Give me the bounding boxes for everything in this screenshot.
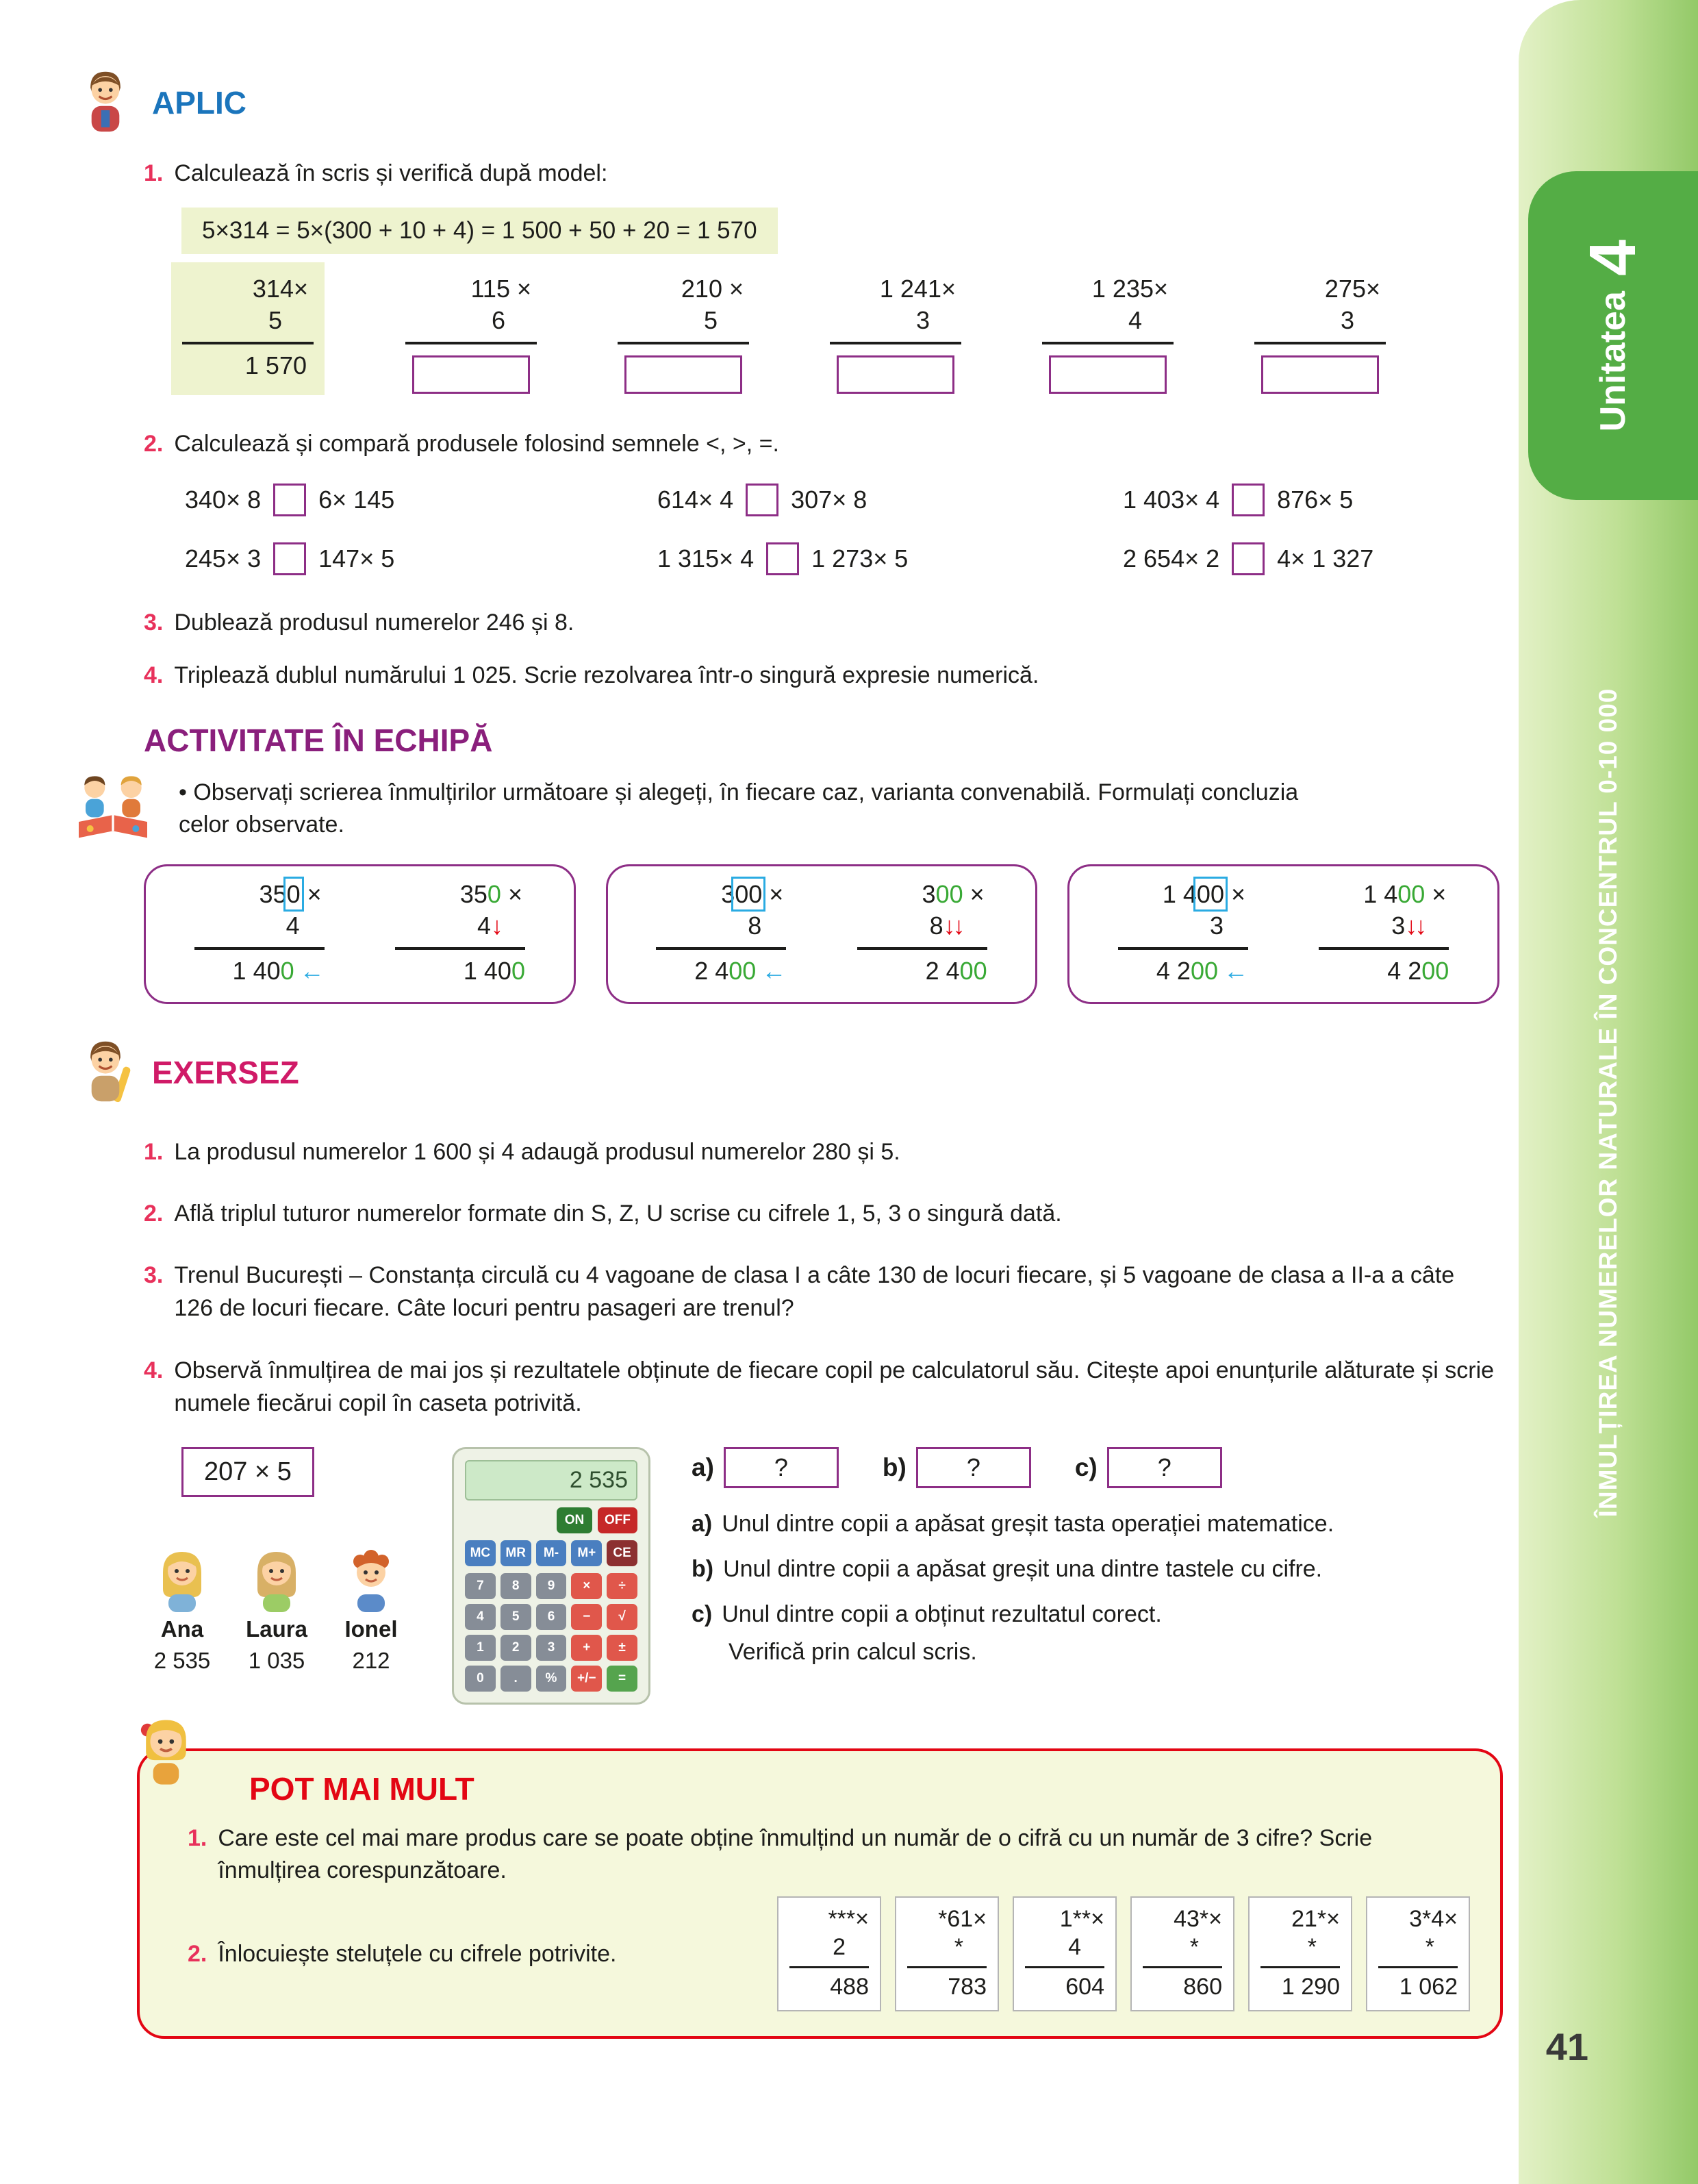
star-problem (1248, 1896, 1352, 2011)
star-problem (1013, 1896, 1117, 2011)
aplic-exercise-4 (144, 660, 1499, 692)
activity-box (606, 864, 1038, 1004)
exercise-text: Trenul București – Constanța circulă cu 4 vagoane de clasa I a câte 130 de locuri fiecare, și 5 vagoane de clasa a II-a a câte 126 de locuri fiecare. Câte locuri pentru pasageri are trenul? (174, 1262, 1455, 1322)
team-kids-icon (72, 771, 161, 845)
multiplication-problem (405, 275, 537, 394)
pm-exercise-1 (188, 1822, 1470, 1887)
operand-bottom: 3 (830, 303, 961, 344)
kid-laura (238, 1545, 315, 1674)
expression-right: 1 273× 5 (811, 544, 909, 573)
operand-top: 350 × (259, 879, 322, 908)
calc-key: 3 (536, 1635, 567, 1661)
comparison-grid (185, 484, 1499, 575)
multiplication-problem (1042, 275, 1174, 394)
multiplication-problem-solved (171, 262, 325, 395)
slot-input-box[interactable]: ? (1107, 1447, 1222, 1488)
slot-input-box[interactable]: ? (724, 1447, 839, 1488)
red-down-arrows-icon: ↓↓ (1405, 911, 1425, 940)
result-value: 2 400 (925, 956, 987, 985)
red-down-arrows-icon: ↓ (490, 911, 500, 940)
kid-ana (144, 1545, 220, 1674)
operand-bottom: * (1143, 1933, 1222, 1968)
result-value: 4 200 (1387, 956, 1449, 985)
calc-key: MR (500, 1540, 531, 1566)
result-value: 604 (1065, 1974, 1104, 2000)
activity-boxes (144, 864, 1499, 1004)
slot-input-box[interactable]: ? (916, 1447, 1031, 1488)
comparison-item (1123, 484, 1499, 516)
operand-bottom: * (1260, 1933, 1340, 1968)
multiplication-problem (618, 275, 749, 394)
column-multiplications (171, 275, 1499, 395)
laura-avatar (238, 1545, 315, 1614)
aplic-exercise-3 (144, 607, 1499, 639)
calc-key: × (571, 1573, 602, 1599)
kid-result: 2 535 (153, 1648, 211, 1674)
exercise-text: La produsul numerelor 1 600 și 4 adaugă produsul numerelor 280 și 5. (174, 1138, 900, 1165)
expression-right: 876× 5 (1277, 485, 1354, 514)
answer-slot-c (1075, 1447, 1222, 1488)
calculator-display: 2 535 (465, 1460, 637, 1501)
expression-left: 1 403× 4 (1123, 485, 1220, 514)
star-problems (777, 1896, 1470, 2011)
calc-key: 2 (500, 1635, 531, 1661)
operand-top: 3*4× (1409, 1906, 1458, 1933)
exercise-number: 3. (144, 609, 164, 636)
operand-bottom: 8 (656, 909, 786, 950)
calc-key: . (500, 1666, 531, 1692)
operand-bottom: 5 (618, 303, 749, 344)
result-value: 860 (1183, 1974, 1222, 2000)
exercise-text: Dublează produsul numerelor 246 și 8. (174, 609, 574, 636)
calc-key: − (571, 1604, 602, 1630)
multiplication-problem (1254, 275, 1386, 394)
result-value: 1 062 (1399, 1974, 1458, 2000)
page-number: 41 (1545, 2025, 1588, 2068)
operand-top: 43*× (1174, 1906, 1222, 1933)
operand-bottom: 4 (1025, 1933, 1104, 1968)
result-value: 1 290 (1281, 1974, 1340, 2000)
ionel-avatar (333, 1545, 409, 1614)
result-value: 488 (830, 1974, 869, 2000)
exercise-text: Observă înmulțirea de mai jos și rezultatele obținute de fiecare copil pe calculatorul său. Citește apoi enunțurile alăturate și scrie numele fiecărui copil în caseta potrivită. (174, 1357, 1495, 1416)
calc-key: ± (607, 1635, 637, 1661)
exercise-number: 2. (144, 1200, 164, 1227)
comparison-answer-box[interactable] (766, 542, 799, 575)
operand-bottom: * (907, 1933, 987, 1968)
exercise-text: Află triplul tuturor numerelor formate din S, Z, U scrise cu cifrele 1, 5, 3 o singură dată. (174, 1200, 1062, 1227)
slot-label: c) (1074, 1453, 1098, 1482)
operand-bottom: 3 (1254, 303, 1386, 344)
calc-key: 8 (500, 1573, 531, 1599)
variant-plain (194, 880, 325, 986)
answer-box[interactable] (1049, 355, 1167, 394)
operand-bottom: 4 (1042, 303, 1174, 344)
exercise-text: Care este cel mai mare produs care se poate obține înmulțind un număr de o cifră cu un număr de 3 cifre? Scrie înmulțirea corespunzătoare. (218, 1825, 1373, 1884)
operand-top: 1 400 × (1162, 879, 1245, 908)
highlighted-zeros: 0 (487, 879, 501, 908)
operand-top: 275× (1324, 274, 1380, 303)
operand-top: 1**× (1059, 1906, 1104, 1933)
kid-name: Ionel (344, 1616, 398, 1642)
highlighted-zeros: 00 (1397, 879, 1425, 908)
slot-label: a) (692, 1453, 714, 1482)
activity-instructions: • Observați scrierea înmulțirilor următoare și alegeți, în fiecare caz, varianta convenabilă. Formulați concluzia celor observate. (179, 779, 1299, 838)
verify-note: Verifică prin calcul scris. (728, 1638, 977, 1665)
kid-result: 212 (352, 1648, 390, 1674)
operand-bottom: 3↓↓ (1319, 909, 1449, 950)
statement-a: a) Unul dintre copii a apăsat greșit tasta operației matematice. (692, 1511, 1334, 1537)
highlighted-zeros: 00 (735, 879, 763, 908)
multiplication-to-check: 207 × 5 (181, 1447, 314, 1497)
name-answer-slots (692, 1447, 1499, 1488)
calc-key: √ (607, 1604, 637, 1630)
result-value: 4 200 ← (1156, 956, 1248, 985)
variant-plain (656, 880, 786, 986)
exercise-number: 4. (144, 662, 164, 688)
exercise-number: 2. (144, 430, 164, 457)
calc-key: 1 (465, 1635, 496, 1661)
star-problem (1366, 1896, 1470, 2011)
operand-bottom: 5 (182, 303, 314, 344)
calc-key: MC (465, 1540, 496, 1566)
variant-shortcut (395, 880, 525, 986)
result-value: 1 400 (463, 956, 525, 985)
comparison-answer-box[interactable] (1232, 542, 1265, 575)
expression-right: 4× 1 327 (1277, 544, 1374, 573)
expression-right: 147× 5 (318, 544, 395, 573)
operand-bottom: * (1378, 1933, 1458, 1968)
comparison-item (185, 542, 657, 575)
operand-top: 1 235× (1091, 274, 1168, 303)
exercise-number: 1. (188, 1825, 207, 1852)
aplic-exercise-1 (144, 158, 1499, 190)
operand-top: 1 241× (879, 274, 956, 303)
aplic-boy-icon (75, 68, 136, 137)
pm-exercise-2 (188, 1938, 759, 1970)
children-results (144, 1545, 411, 1674)
comparison-item (657, 542, 1123, 575)
operand-bottom: 4↓ (395, 909, 525, 950)
section-title-aplic: APLIC (152, 85, 246, 121)
kid-ionel (333, 1545, 409, 1674)
comparison-answer-box[interactable] (1232, 484, 1265, 516)
operand-top: 21*× (1291, 1906, 1340, 1933)
unit-label-box (1528, 171, 1698, 500)
pm-girl-icon (127, 1711, 206, 1790)
variant-shortcut (857, 880, 987, 986)
expression-left: 245× 3 (185, 544, 262, 573)
exercise-text: Triplează dublul numărului 1 025. Scrie rezolvarea într-o singură expresie numerică. (174, 662, 1039, 688)
answer-box[interactable] (1261, 355, 1379, 394)
result-value: 783 (948, 1974, 987, 2000)
operand-bottom: 8↓↓ (857, 909, 987, 950)
operand-top: 210 × (681, 274, 744, 303)
comparison-answer-box[interactable] (273, 542, 306, 575)
exercise-text: Calculează și compară produsele folosind semnele <, >, =. (174, 430, 779, 457)
unit-word: Unitatea (1593, 291, 1633, 432)
result-value: 1 400 ← (232, 956, 325, 985)
kid-name: Ana (160, 1616, 204, 1642)
pot-mai-mult-box (137, 1748, 1503, 2039)
model-example: 5×314 = 5×(300 + 10 + 4) = 1 500 + 50 + 20 = 1 570 (181, 208, 778, 254)
blue-arrow-icon: ← (299, 956, 325, 985)
blue-arrow-icon: ← (1224, 956, 1248, 985)
operand-bottom: 4 (194, 909, 325, 950)
calc-key: 7 (465, 1573, 496, 1599)
highlighted-zeros: 00 (1196, 879, 1224, 908)
comparison-answer-box[interactable] (273, 484, 306, 516)
unit-vertical-title: ÎNMULȚIREA NUMERELOR NATURALE ÎN CONCENTRUL 0-10 000 (1594, 688, 1622, 1518)
calc-key: 4 (465, 1604, 496, 1630)
operand-bottom: 2 (789, 1933, 869, 1968)
unit-sidebar (1519, 0, 1698, 2184)
bullet-icon: • (179, 779, 187, 805)
activity-box (1067, 864, 1499, 1004)
activity-box (144, 864, 576, 1004)
exercise-number: 4. (144, 1357, 164, 1383)
exercise-number: 3. (144, 1262, 164, 1289)
section-title-exersez: EXERSEZ (152, 1054, 299, 1090)
exersez-exercise-2 (144, 1197, 1499, 1230)
expression-left: 614× 4 (657, 485, 734, 514)
expression-right: 6× 145 (318, 485, 395, 514)
operand-top: *61× (938, 1906, 987, 1933)
variant-shortcut (1319, 880, 1449, 986)
operand-top: ***× (828, 1906, 869, 1933)
multiplication-problem (830, 275, 961, 394)
variant-plain (1118, 880, 1248, 986)
calc-key: 9 (536, 1573, 567, 1599)
kid-result: 1 035 (248, 1648, 305, 1674)
ana-avatar (144, 1545, 220, 1614)
expression-right: 307× 8 (791, 485, 867, 514)
operand-top: 314× (252, 274, 308, 303)
calc-key: 5 (500, 1604, 531, 1630)
unit-number: 4 (1576, 239, 1649, 277)
answer-slot-a (692, 1447, 839, 1488)
red-down-arrows-icon: ↓↓ (943, 911, 963, 940)
expression-left: 2 654× 2 (1123, 544, 1220, 573)
section-title-pot-mai-mult: POT MAI MULT (249, 1771, 474, 1807)
calc-key: 0 (465, 1666, 496, 1692)
exersez-boy-icon (75, 1038, 136, 1107)
calc-key: % (536, 1666, 567, 1692)
calc-key: + (571, 1635, 602, 1661)
answer-slot-b (883, 1447, 1031, 1488)
expression-left: 340× 8 (185, 485, 262, 514)
slot-label: b) (882, 1453, 907, 1482)
comparison-item (657, 484, 1123, 516)
exercise-text: Calculează în scris și verifică după model: (174, 160, 608, 186)
exercise-4-area (144, 1447, 1499, 1705)
calc-on-key: ON (557, 1507, 592, 1533)
answer-box[interactable] (624, 355, 742, 394)
comparison-item (185, 484, 657, 516)
calculator-illustration (452, 1447, 650, 1705)
kid-name: Laura (246, 1616, 307, 1642)
answer-box[interactable] (837, 355, 954, 394)
exercise-number: 1. (144, 160, 164, 186)
statement-b: b) Unul dintre copii a apăsat greșit una dintre tastele cu cifre. (692, 1556, 1323, 1583)
calc-key: CE (607, 1540, 637, 1566)
blue-arrow-icon: ← (761, 956, 787, 985)
exercise-text: Înlocuiește steluțele cu cifrele potrivite. (218, 1940, 617, 1967)
exersez-exercise-4 (144, 1354, 1499, 1420)
operand-bottom: 3 (1118, 909, 1248, 950)
answer-box[interactable] (412, 355, 530, 394)
comparison-answer-box[interactable] (746, 484, 778, 516)
expression-left: 1 315× 4 (657, 544, 755, 573)
exercise-number: 2. (188, 1940, 207, 1967)
calc-key: +/− (571, 1666, 602, 1692)
result-value: 1 570 (244, 351, 307, 379)
operand-bottom: 6 (405, 303, 537, 344)
star-problem (1130, 1896, 1234, 2011)
operand-top: 300 × (922, 879, 985, 908)
operand-top: 1 400 × (1363, 879, 1447, 908)
operand-top: 350 × (459, 879, 522, 908)
highlighted-zeros: 0 (286, 879, 301, 908)
operand-top: 300 × (721, 879, 784, 908)
calc-key: M+ (571, 1540, 602, 1566)
calc-key: M- (536, 1540, 567, 1566)
calc-key: 6 (536, 1604, 567, 1630)
highlighted-zeros: 00 (935, 879, 963, 908)
star-problem (777, 1896, 881, 2011)
calc-key: ÷ (607, 1573, 637, 1599)
exercise-number: 1. (144, 1138, 164, 1165)
exersez-exercise-3 (144, 1259, 1499, 1325)
comparison-item (1123, 542, 1499, 575)
aplic-exercise-2 (144, 428, 1499, 460)
star-problem (895, 1896, 999, 2011)
section-title-activitate: ACTIVITATE ÎN ECHIPĂ (144, 722, 493, 758)
result-value: 2 400 ← (694, 956, 787, 985)
calc-key: = (607, 1666, 637, 1692)
operand-top: 115 × (470, 274, 531, 303)
exersez-exercise-1 (144, 1135, 1499, 1168)
statement-c: c) Unul dintre copii a obținut rezultatul corect. (692, 1601, 1162, 1627)
calc-off-key: OFF (598, 1507, 637, 1533)
